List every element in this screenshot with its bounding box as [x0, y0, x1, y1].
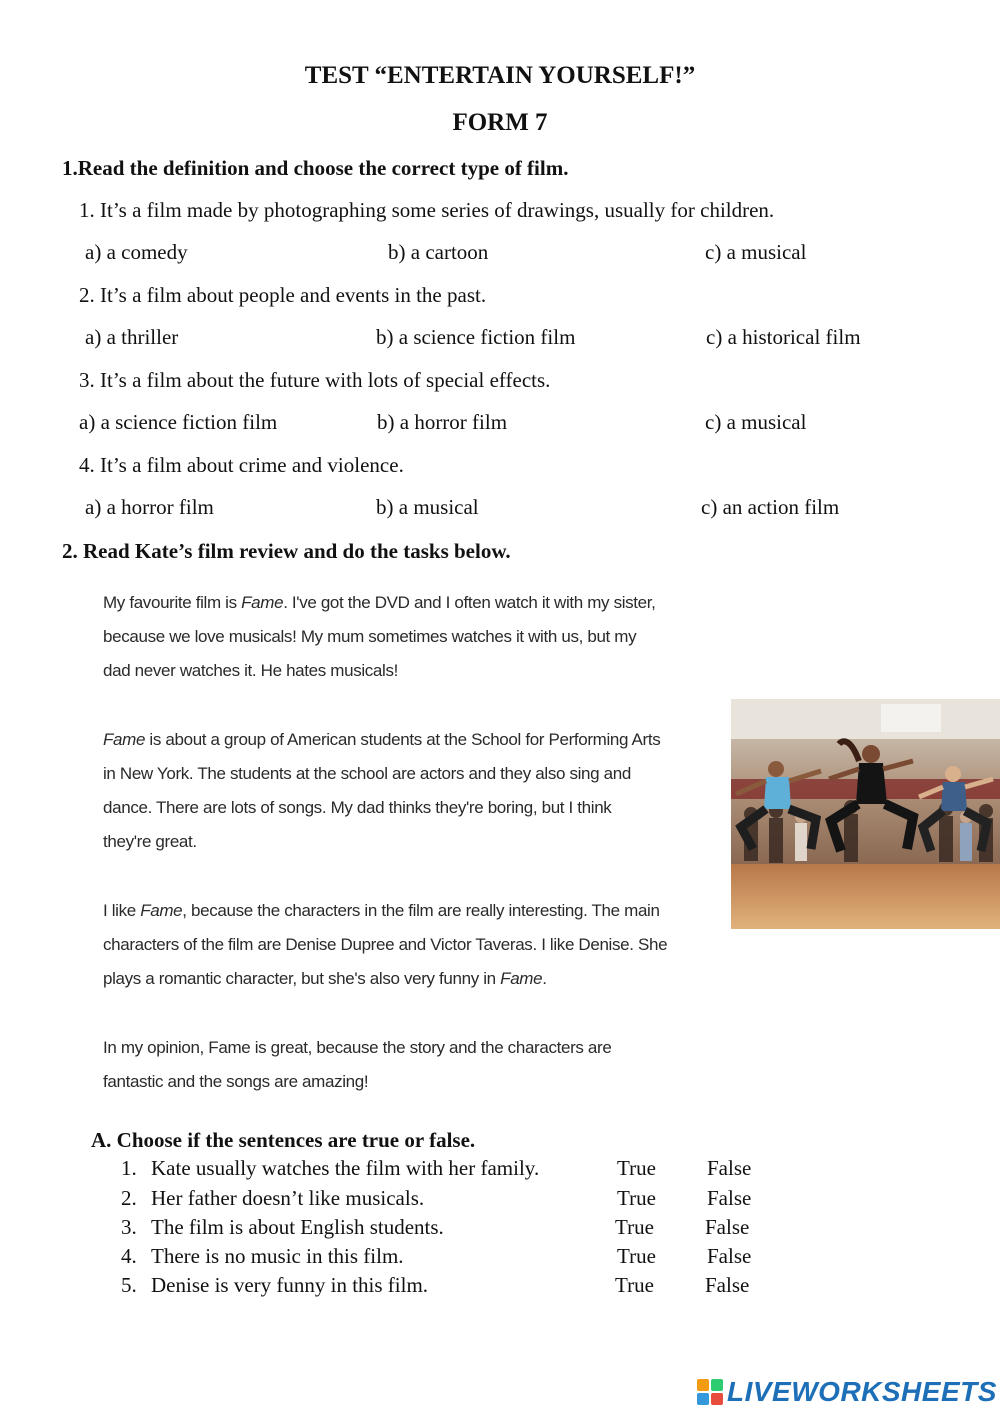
tf-number: 3.: [121, 1215, 137, 1239]
true-option[interactable]: True: [617, 1244, 656, 1268]
review-line-2: because we love musicals! My mum sometimes watches it with us, but my: [103, 627, 637, 646]
tf-statement: Denise is very funny in this film.: [151, 1273, 429, 1297]
false-option[interactable]: False: [705, 1273, 750, 1297]
question-1: 1. It’s a film made by photographing some series of drawings, usually for children.: [79, 198, 775, 222]
review-line-4: Fame is about a group of American students at the School for Performing Arts: [103, 730, 661, 749]
q3-option-c[interactable]: c) a musical: [705, 410, 807, 434]
brand-text: LIVEWORKSHEETS: [727, 1376, 997, 1407]
review-line-8: I like Fame, because the characters in the film are really interesting. The main: [103, 901, 660, 920]
tf-statement: Kate usually watches the film with her family.: [151, 1156, 540, 1180]
q4-option-c[interactable]: c) an action film: [701, 495, 840, 519]
q4-option-a[interactable]: a) a horror film: [85, 495, 214, 519]
question-4: 4. It’s a film about crime and violence.: [79, 453, 404, 477]
tf-number: 1.: [121, 1156, 137, 1180]
q1-option-c[interactable]: c) a musical: [705, 240, 807, 264]
review-line-5: in New York. The students at the school are actors and they also sing and: [103, 764, 631, 783]
false-option[interactable]: False: [707, 1156, 752, 1180]
review-line-6: dance. There are lots of songs. My dad thinks they're boring, but I think: [103, 798, 612, 817]
section1-heading: 1.Read the definition and choose the correct type of film.: [62, 156, 569, 180]
q3-option-b[interactable]: b) a horror film: [377, 410, 508, 434]
tf-statement: There is no music in this film.: [151, 1244, 404, 1268]
liveworksheets-logo-icon: [697, 1379, 723, 1405]
task-a-heading: A. Choose if the sentences are true or false.: [91, 1128, 476, 1152]
review-line-1: My favourite film is Fame. I've got the DVD and I often watch it with my sister,: [103, 593, 656, 612]
true-option[interactable]: True: [615, 1215, 654, 1239]
tf-statement: Her father doesn’t like musicals.: [151, 1186, 425, 1210]
q4-option-b[interactable]: b) a musical: [376, 495, 479, 519]
review-line-11: In my opinion, Fame is great, because the story and the characters are: [103, 1038, 612, 1057]
review-line-10: plays a romantic character, but she's also very funny in Fame.: [103, 969, 547, 988]
false-option[interactable]: False: [707, 1186, 752, 1210]
true-option[interactable]: True: [615, 1273, 654, 1297]
review-line-3: dad never watches it. He hates musicals!: [103, 661, 398, 680]
review-line-12: fantastic and the songs are amazing!: [103, 1072, 369, 1091]
review-line-7: they're great.: [103, 832, 197, 851]
tf-number: 2.: [121, 1186, 137, 1210]
form-label: FORM 7: [452, 109, 548, 136]
q3-option-a[interactable]: a) a science fiction film: [79, 410, 278, 434]
question-2: 2. It’s a film about people and events in the past.: [79, 283, 487, 307]
q2-option-b[interactable]: b) a science fiction film: [376, 325, 576, 349]
dance-photo: [731, 699, 1000, 929]
dance-photo-illustration: [731, 699, 1000, 929]
section2-heading: 2. Read Kate’s film review and do the tasks below.: [62, 539, 511, 563]
worksheet-title: TEST “ENTERTAIN YOURSELF!”: [304, 62, 696, 89]
tf-statement: The film is about English students.: [151, 1215, 444, 1239]
true-option[interactable]: True: [617, 1186, 656, 1210]
question-3: 3. It’s a film about the future with lots of special effects.: [79, 368, 551, 392]
q2-option-c[interactable]: c) a historical film: [706, 325, 861, 349]
liveworksheets-brand: [697, 1374, 997, 1410]
false-option[interactable]: False: [707, 1244, 752, 1268]
tf-number: 5.: [121, 1273, 137, 1297]
q1-option-b[interactable]: b) a cartoon: [388, 240, 489, 264]
review-line-9: characters of the film are Denise Dupree and Victor Taveras. I like Denise. She: [103, 935, 668, 954]
q1-option-a[interactable]: a) a comedy: [85, 240, 188, 264]
true-option[interactable]: True: [617, 1156, 656, 1180]
tf-number: 4.: [121, 1244, 137, 1268]
false-option[interactable]: False: [705, 1215, 750, 1239]
q2-option-a[interactable]: a) a thriller: [85, 325, 179, 349]
